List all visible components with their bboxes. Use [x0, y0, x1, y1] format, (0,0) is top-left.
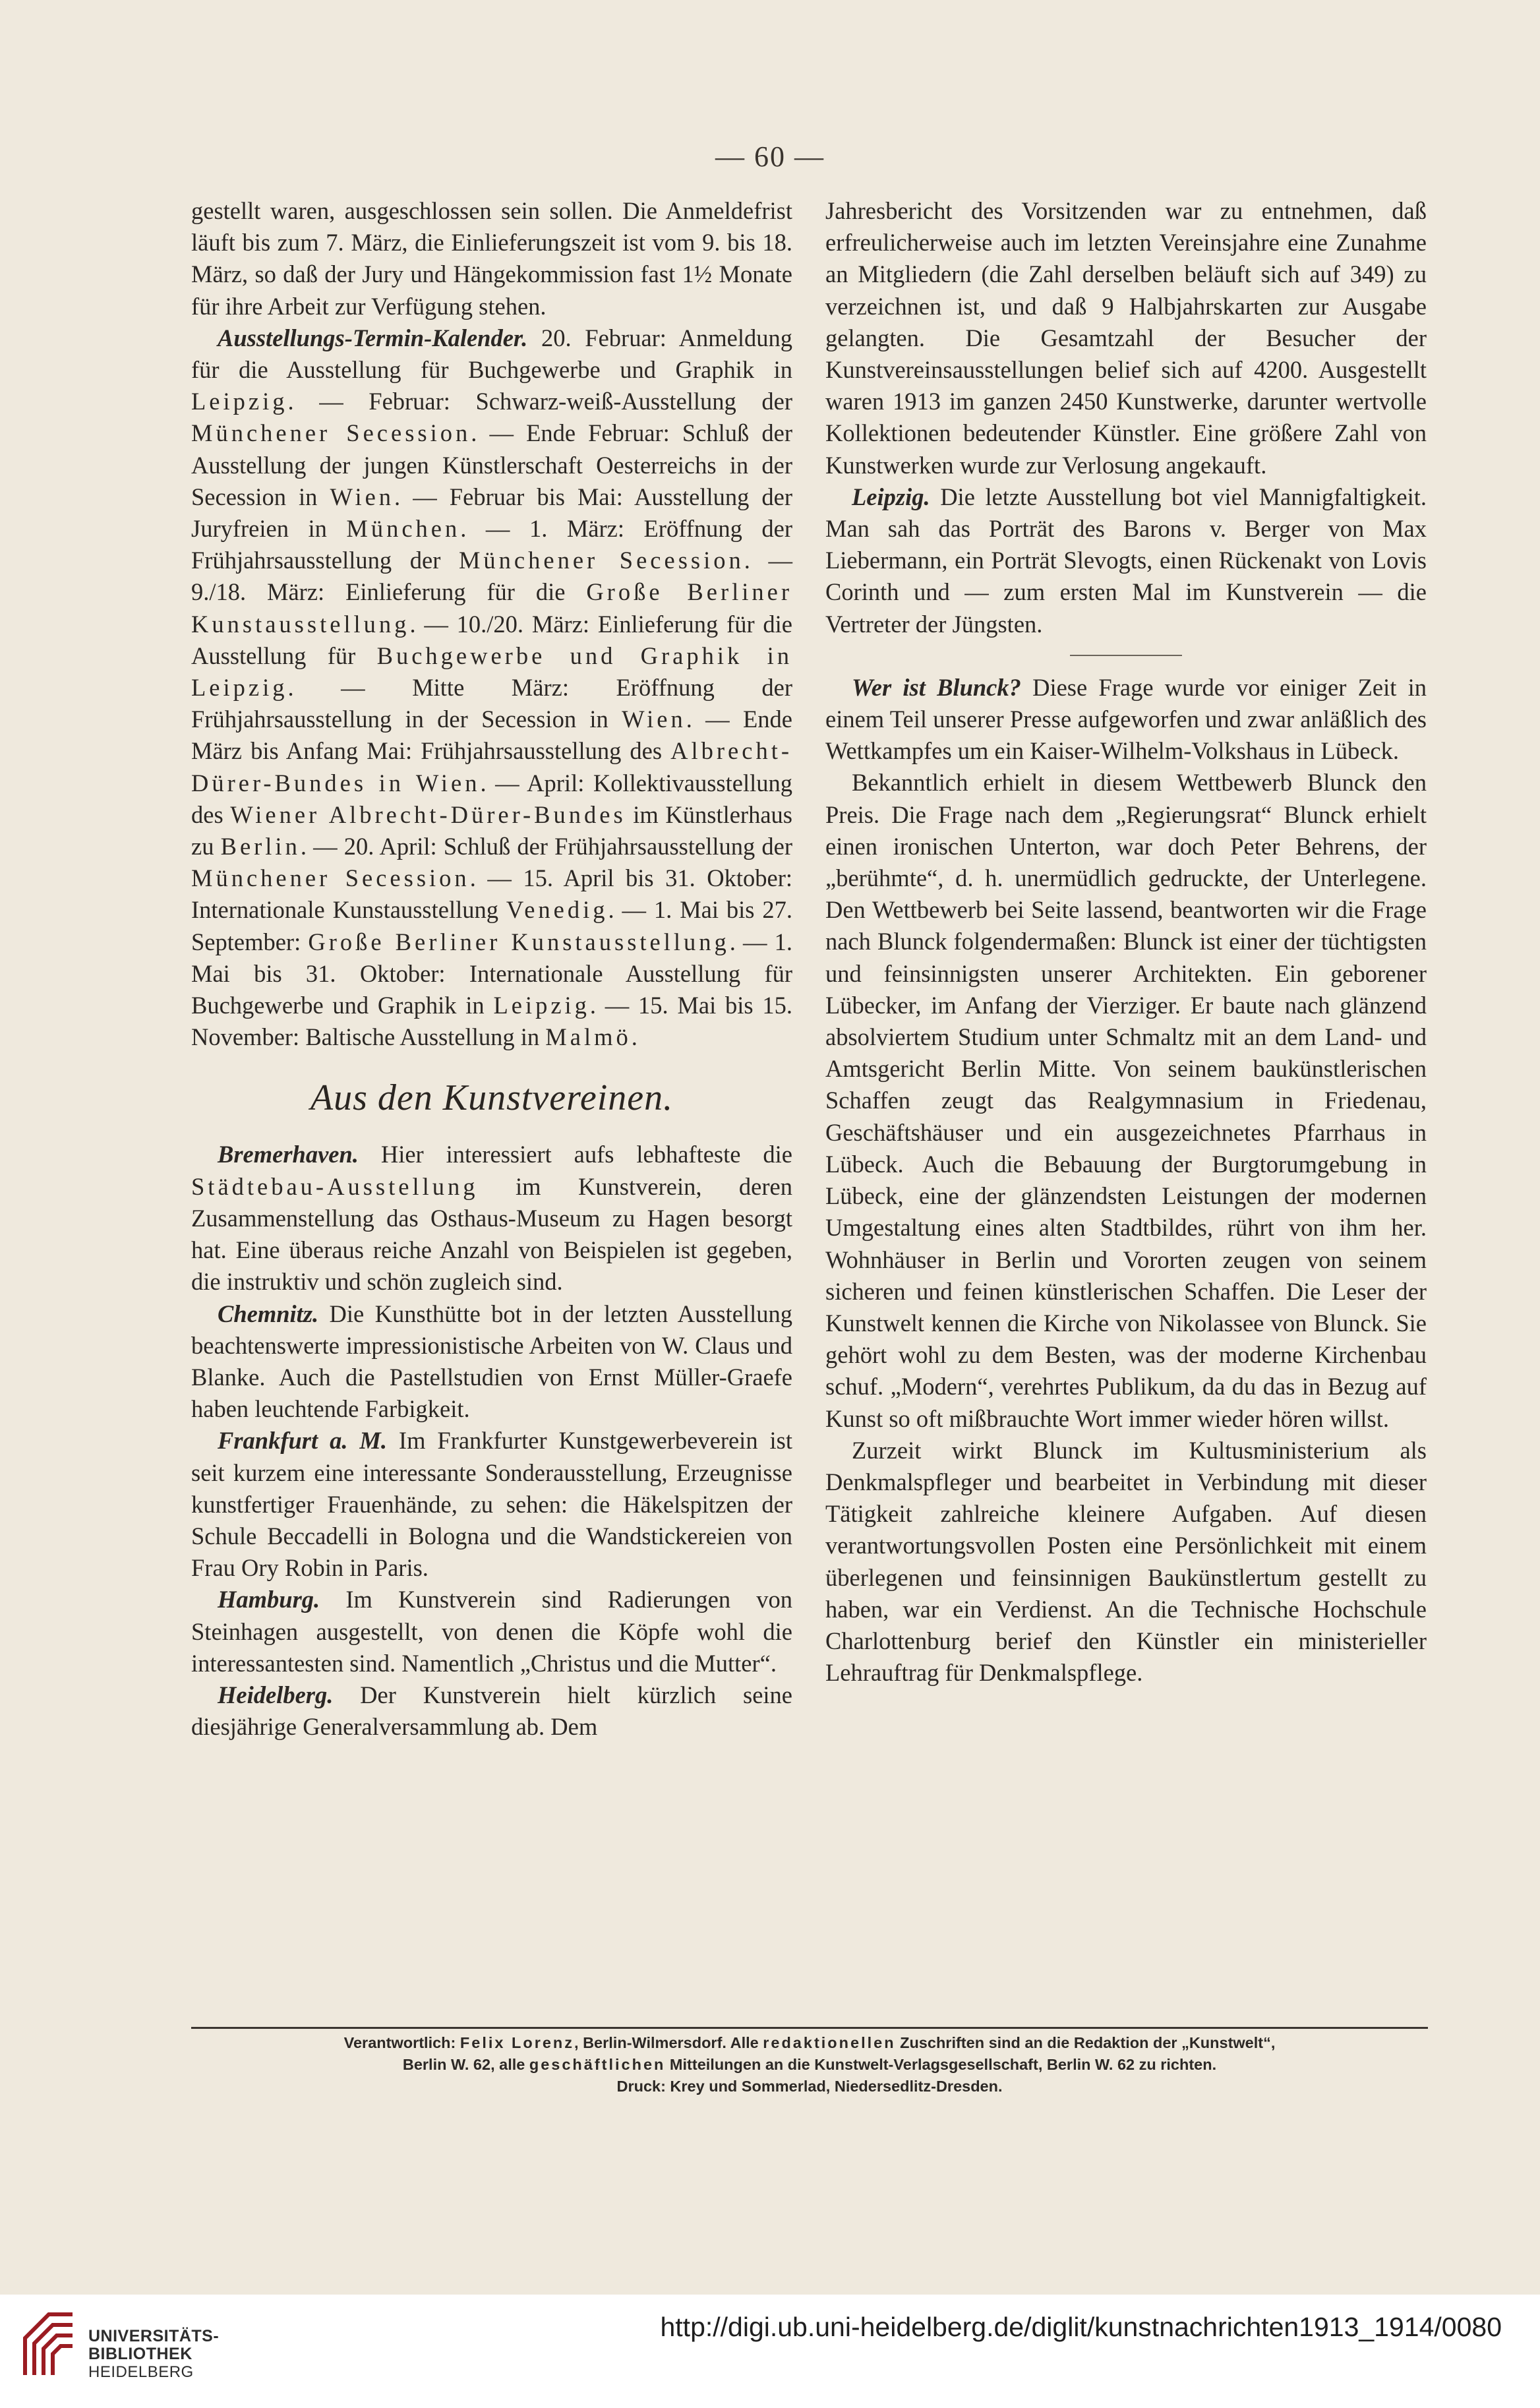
- left-column: [191, 195, 792, 1743]
- text-run: . — 1. Mai bis 27. September:: [191, 896, 792, 955]
- imprint-text: Mitteilungen an die Kunstwelt-Verlagsgesellschaft, Berlin W. 62 zu richten.: [665, 2056, 1217, 2073]
- calendar-paragraph: [191, 322, 792, 1054]
- spaced-name: Große Berliner Kunstausstellung: [191, 578, 792, 638]
- entry-chemnitz: [191, 1298, 792, 1426]
- text-run: . — Ende Februar: Schluß der Ausstellung der jungen Künstlerschaft Oesterreichs in der Secession in: [191, 419, 792, 510]
- spaced-name: Wien: [622, 706, 686, 733]
- imprint-text: redaktionellen: [763, 2034, 896, 2051]
- spaced-name: Große Berliner Kunstausstellung: [308, 928, 730, 955]
- entry-heading: Frankfurt a. M.: [218, 1427, 387, 1455]
- text-run: . — 20. April: Schluß der Frühjahrsausstellung der: [300, 833, 792, 860]
- spaced-name: Buchgewerbe und Graphik in Leipzig: [191, 642, 792, 702]
- spaced-name: Wiener Albrecht-Dürer-Bundes: [230, 800, 626, 828]
- entry-body: Im Kunstverein sind Radierungen von Steinhagen ausgestellt, von denen die Köpfe wohl die interessantesten sind. Namentlich „Christus und die Mutter“.: [191, 1586, 792, 1677]
- text-run: .: [631, 1023, 637, 1051]
- spaced-name: Leipzig: [191, 388, 288, 415]
- entry-leipzig: [825, 481, 1427, 640]
- entry-blunck: [825, 672, 1427, 768]
- entry-heading: Heidelberg.: [218, 1681, 334, 1708]
- ub-heidelberg-logo-icon: [18, 2309, 76, 2383]
- imprint-line-1: [178, 2032, 1441, 2054]
- entry-body: Die Kunsthütte bot in der letzten Ausstellung beachtenswerte impressionistische Arbeiten von W. Claus und Blanke. Auch die Pastellstudien von Ernst Müller-Graefe haben leuchtende Farbigkeit.: [191, 1300, 792, 1423]
- entry-frankfurt: [191, 1425, 792, 1584]
- calendar-heading: Ausstellungs-Termin-Kalender.: [218, 324, 528, 351]
- spaced-name: Leipzig: [493, 992, 590, 1019]
- spaced-name: Berlin: [220, 833, 301, 860]
- imprint-text: Verantwortlich:: [343, 2034, 460, 2051]
- imprint-text: , Berlin-Wilmersdorf. Alle: [574, 2034, 763, 2051]
- library-name-line: HEIDELBERG: [88, 2363, 194, 2381]
- text-run: im Kunstverein, deren Zusammenstellung das Osthaus-Museum zu Hagen besorgt hat. Eine überaus reiche Anzahl von Beispielen ist gegeben, die instruktiv und schön zugleich sind.: [191, 1172, 792, 1296]
- text-run: Hier interessiert aufs lebhafteste die: [358, 1141, 792, 1168]
- text-run: . — Februar bis Mai: Ausstellung der Juryfreien in: [191, 483, 793, 543]
- page-number: — 60 —: [715, 140, 825, 173]
- entry-heading: Hamburg.: [218, 1586, 320, 1613]
- library-name: [88, 2328, 219, 2381]
- imprint-text: Berlin W. 62, alle: [402, 2056, 529, 2073]
- source-url[interactable]: http://digi.ub.uni-heidelberg.de/diglit/kunstnachrichten1913_1914/0080: [660, 2312, 1502, 2342]
- text-run: . — Februar: Schwarz-weiß-Ausstellung der: [287, 388, 792, 415]
- spaced-name: Malmö: [545, 1023, 632, 1051]
- spaced-name: Venedig: [506, 896, 608, 924]
- imprint-line-3: Druck: Krey und Sommerlad, Niedersedlitz-Dresden.: [616, 2078, 1003, 2095]
- imprint-line-2: [178, 2054, 1441, 2076]
- text-run: . — 15. April bis 31. Oktober: Internationale Kunstausstellung: [191, 864, 793, 924]
- library-name-line: BIBLIOTHEK: [88, 2345, 192, 2363]
- text-run: . — 1. März: Eröffnung der Frühjahrsausstellung der: [191, 515, 792, 574]
- entry-body: Die letzte Ausstellung bot viel Mannigfaltigkeit. Man sah das Porträt des Barons v. Berger von Max Liebermann, ein Porträt Slevogts, einen Rückenakt von Lovis Corinth und — zum ersten Mal im Kunstverein — die Vertreter der Jüngsten.: [825, 483, 1427, 638]
- spaced-name: Münchener Secession: [458, 547, 744, 574]
- calendar-body: [191, 324, 792, 1050]
- section-title: Aus den Kunstvereinen.: [310, 1077, 674, 1119]
- paragraph-preis: Bekanntlich erhielt in diesem Wettbewerb Blunck den Preis. Die Frage nach dem „Regierungsrat“ Blunck erhielt einen ironischen Unterton, war doch Peter Behrens, der „berühmte“, d. h. unermüdlich gedruckte, der Unterlegene. Den Wettbewerb bei Seite lassend, beantworten wir die Frage nach Blunck folgendermaßen: Blunck ist einer der tüchtigsten und feinsinnigsten unserer Architekten. Ein geborener Lübecker, im Anfang der Vierziger. Er baute nach glänzend absolviertem Studium unter Schmaltz mit an dem Land- und Amtsgericht Berlin Mitte. Von seinem baukünstlerischen Schaffen zeugt das Realgymnasium in Friedenau, Geschäftshäuser und ein ausgezeichnetes Pfarrhaus in Lübeck. Auch die Bebauung der Burgtorumgebung in Lübeck, eine der glänzendsten Leistungen der modernen Umgestaltung eines alten Stadtbildes, rührt von ihm her. Wohnhäuser in Berlin und Vororten zeugen von seinem sicheren und feinen künstlerischen Schaffen. Die Leser der Kunstwelt kennen die Kirche von Nikolassee von Blunck. Sie gehört wohl zu dem Besten, was der moderne Kirchenbau schuf. „Modern“, verehrtes Publikum, da du das in Bezug auf Kunst so oft mißbrauchte Wort immer wieder hören willst.: [825, 769, 1427, 1432]
- entry-heidelberg: [191, 1679, 792, 1743]
- imprint-text: Zuschriften sind an die Redaktion der „Kunstwelt“,: [895, 2034, 1276, 2051]
- spaced-name: Städtebau-Ausstellung: [191, 1172, 479, 1200]
- entry-body: Der Kunstverein hielt kürzlich seine diesjährige Generalversammlung ab. Dem: [191, 1681, 792, 1741]
- entry-heading: Chemnitz.: [218, 1300, 319, 1327]
- imprint: [178, 2032, 1441, 2097]
- imprint-editor: Felix Lorenz: [459, 2034, 575, 2051]
- entry-heading: Bremerhaven.: [218, 1141, 359, 1168]
- imprint-text: geschäftlichen: [529, 2056, 666, 2073]
- text-run: . — Ende März bis Anfang Mai: Frühjahrsausstellung des: [191, 706, 792, 765]
- entry-body: Im Frankfurter Kunstgewerbeverein ist seit kurzem eine interessante Sonderausstellung, Erzeugnisse kunstfertiger Frauenhände, zu sehen: die Häkelspitzen der Schule Beccadelli in Bologna und die Wandstickereien von Frau Ory Robin in Paris.: [191, 1427, 792, 1582]
- text-run: . — 1. Mai bis 31. Oktober: Internationale Ausstellung für Buchgewerbe und Graphik in: [191, 928, 793, 1019]
- spaced-name: Münchener Secession: [191, 864, 470, 892]
- spaced-name: München: [346, 515, 461, 543]
- entry-heading: Wer ist Blunck?: [852, 673, 1021, 701]
- right-column: [825, 195, 1427, 1689]
- entry-body: Diese Frage wurde vor einiger Zeit in einem Teil unserer Presse aufgeworfen und zwar anläßlich des Wettkampfes um ein Kaiser-Wilhelm-Volkshaus in Lübeck.: [825, 673, 1427, 765]
- text-run: . — April: Kollektivausstellung des: [191, 769, 792, 828]
- text-run: im Künstlerhaus zu: [191, 800, 792, 860]
- spaced-name: Albrecht-Dürer-Bundes in Wien: [191, 737, 792, 797]
- entry-bremerhaven: [191, 1139, 792, 1298]
- text-run: 20. Februar: Anmeldung für die Ausstellung für Buchgewerbe und Graphik in: [191, 324, 792, 384]
- spaced-name: Wien: [330, 483, 395, 510]
- text-run: . — 9./18. März: Einlieferung für die: [191, 547, 792, 606]
- column-divider-rule: [1070, 655, 1182, 656]
- spaced-name: Münchener Secession: [191, 419, 471, 447]
- library-name-line: UNIVERSITÄTS-: [88, 2327, 220, 2345]
- entry-hamburg: [191, 1584, 792, 1679]
- text-run: . — 10./20. März: Einlieferung für die Ausstellung für: [191, 610, 792, 669]
- paragraph-zurzeit: Zurzeit wirkt Blunck im Kultusministerium als Denkmalspfleger und bearbeitet in Verbindung mit dieser Tätigkeit zahlreiche kleinere Aufgaben. Auf diesen verantwortungsvollen Posten eine Persönlichkeit mit einem überlegenen und feinsinnigen Baukünstlertum gestellt zu haben, war ein Verdienst. An die Technische Hochschule Charlottenburg berief den Künstler ein ministerieller Lehrauftrag für Denkmalspflege.: [825, 1436, 1427, 1687]
- paragraph-continuation: gestellt waren, ausgeschlossen sein sollen. Die Anmeldefrist läuft bis zum 7. März, die Einlieferungszeit ist vom 9. bis 18. März, so daß der Jury und Hängekommission fast 1½ Monate für ihre Arbeit zur Verfügung stehen.: [191, 197, 792, 320]
- entry-heading: Leipzig.: [852, 483, 930, 510]
- paragraph-continuation: Jahresbericht des Vorsitzenden war zu entnehmen, daß erfreulicherweise auch im letzten Vereinsjahre eine Zunahme an Mitgliedern (die Zahl derselben beläuft sich auf 349) zu verzeichnen ist, und daß 9 Halbjahrskarten zur Ausgabe gelangten. Die Gesamtzahl der Besucher der Kunstvereinsausstellungen belief sich auf 4200. Ausgestellt waren 1913 im ganzen 2450 Kunstwerke, darunter wertvolle Kollektionen bedeutender Künstler. Eine größere Zahl von Kunstwerken wurde zur Verlosung angekauft.: [825, 197, 1427, 479]
- imprint-rule: [191, 2027, 1428, 2029]
- text-run: . — 15. Mai bis 15. November: Baltische Ausstellung in: [191, 992, 792, 1051]
- text-run: . — Mitte März: Eröffnung der Frühjahrsausstellung in der Secession in: [191, 674, 792, 733]
